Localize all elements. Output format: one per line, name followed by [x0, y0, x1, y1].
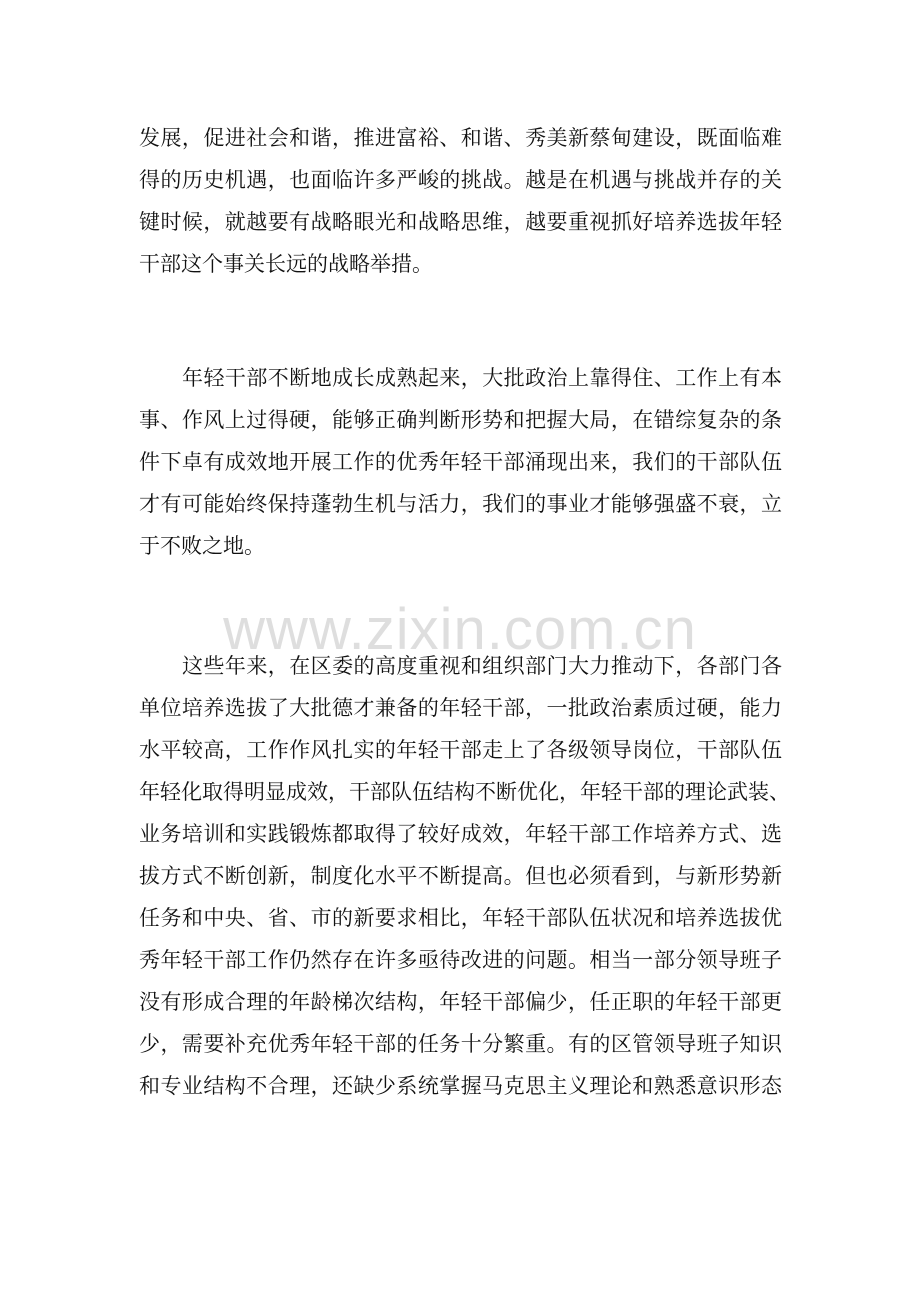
paragraph-line: 年轻化取得明显成效，干部队伍结构不断优化，年轻干部的理论武装、 — [139, 780, 790, 804]
paragraph-line: 发展，促进社会和谐，推进富裕、和谐、秀美新蔡甸建设，既面临难 — [139, 126, 782, 150]
paragraph-line: 没有形成合理的年龄梯次结构，年轻干部偏少，任正职的年轻干部更 — [139, 990, 782, 1014]
paragraph-line: 得的历史机遇，也面临许多严峻的挑战。越是在机遇与挑战并存的关 — [139, 168, 782, 192]
paragraph-line: 干部这个事关长远的战略举措。 — [139, 252, 433, 276]
paragraph-2 — [139, 357, 782, 567]
paragraph-line: 年轻干部不断地成长成熟起来，大批政治上靠得住、工作上有本 — [182, 366, 782, 390]
paragraph-line: 水平较高，工作作风扎实的年轻干部走上了各级领导岗位，干部队伍 — [139, 738, 782, 762]
paragraph-line: 才有可能始终保持蓬勃生机与活力，我们的事业才能够强盛不衰，立 — [139, 492, 782, 516]
paragraph-line: 业务培训和实践锻炼都取得了较好成效，年轻干部工作培养方式、选 — [139, 822, 782, 846]
paragraph-line: 拔方式不断创新，制度化水平不断提高。但也必须看到，与新形势新 — [139, 864, 782, 888]
paragraph-line: 单位培养选拔了大批德才兼备的年轻干部，一批政治素质过硬，能力 — [139, 696, 782, 720]
paragraph-line: 键时候，就越要有战略眼光和战略思维，越要重视抓好培养选拔年轻 — [139, 210, 782, 234]
paragraph-line: 于不败之地。 — [139, 534, 265, 558]
paragraph-1 — [139, 117, 782, 285]
paragraph-line: 事、作风上过得硬，能够正确判断形势和把握大局，在错综复杂的条 — [139, 408, 782, 432]
paragraph-3 — [139, 645, 790, 1107]
watermark: www.zixin.com.cn — [223, 597, 697, 662]
paragraph-line: 件下卓有成效地开展工作的优秀年轻干部涌现出来，我们的干部队伍 — [139, 450, 782, 474]
paragraph-line: 秀年轻干部工作仍然存在许多亟待改进的问题。相当一部分领导班子 — [139, 948, 782, 972]
paragraph-line: 和专业结构不合理，还缺少系统掌握马克思主义理论和熟悉意识形态 — [139, 1074, 782, 1098]
paragraph-line: 这些年来，在区委的高度重视和组织部门大力推动下，各部门各 — [182, 654, 782, 678]
paragraph-line: 少，需要补充优秀年轻干部的任务十分繁重。有的区管领导班子知识 — [139, 1032, 782, 1056]
paragraph-line: 任务和中央、省、市的新要求相比，年轻干部队伍状况和培养选拔优 — [139, 906, 782, 930]
